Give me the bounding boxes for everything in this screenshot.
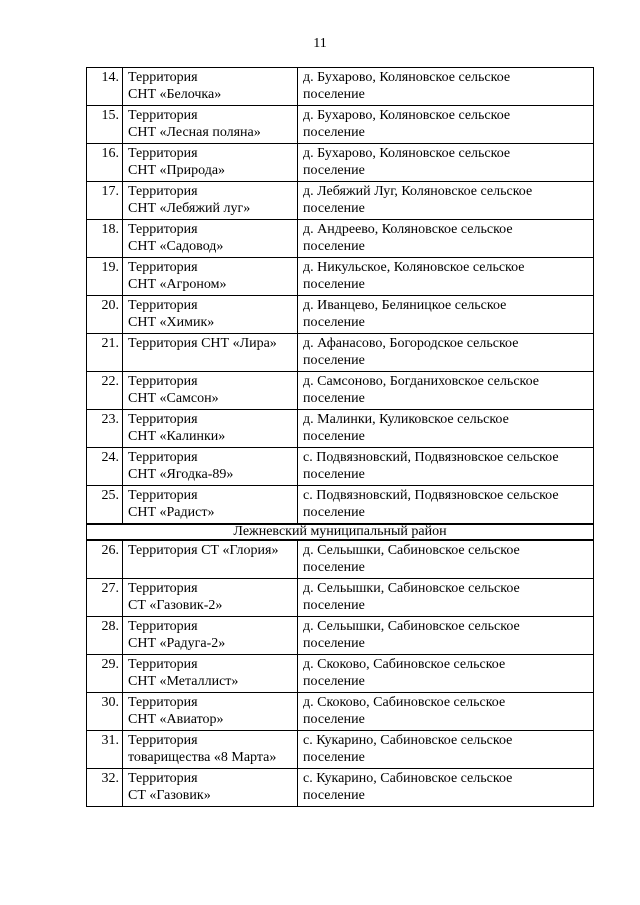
location-line: поселение <box>303 238 365 254</box>
location-line: д. Скоково, Сабиновское сельское <box>303 695 506 710</box>
table-body-before-section <box>87 68 594 525</box>
location-line: д. Афанасово, Богородское сельское <box>303 336 519 351</box>
row-number: 23. <box>87 410 123 448</box>
location-line: с. Подвязновский, Подвязновское сельское <box>303 488 559 503</box>
location-line: д. Бухарово, Коляновское сельское <box>303 70 511 85</box>
table-row <box>87 106 594 144</box>
territory-name-cell <box>123 334 298 372</box>
table-row <box>87 182 594 220</box>
location-line: д. Бухарово, Коляновское сельское <box>303 108 511 123</box>
row-number: 16. <box>87 144 123 182</box>
row-number: 31. <box>87 731 123 769</box>
territory-name-line: СНТ «Ягодка-89» <box>128 466 234 482</box>
territory-name-line: Территория <box>128 184 198 199</box>
table-row <box>87 655 594 693</box>
location-cell <box>298 144 594 182</box>
territory-name-cell <box>123 182 298 220</box>
location-line: д. Самсоново, Богданиховское сельское <box>303 374 540 389</box>
location-cell <box>298 540 594 579</box>
territory-name-cell <box>123 655 298 693</box>
table-row <box>87 579 594 617</box>
table-row <box>87 731 594 769</box>
location-line: д. Сельышки, Сабиновское сельское <box>303 543 520 558</box>
territory-table <box>86 67 594 807</box>
location-line: поселение <box>303 124 365 140</box>
table-row <box>87 617 594 655</box>
territory-name-cell <box>123 448 298 486</box>
territory-name-line: Территория <box>128 450 198 465</box>
territory-name-cell <box>123 769 298 807</box>
territory-name-line: СНТ «Природа» <box>128 162 226 178</box>
location-line: д. Лебяжий Луг, Коляновское сельское <box>303 184 533 199</box>
location-cell <box>298 296 594 334</box>
table-row <box>87 220 594 258</box>
territory-name-cell <box>123 486 298 525</box>
territory-name-cell <box>123 296 298 334</box>
location-line: поселение <box>303 597 365 613</box>
location-cell <box>298 769 594 807</box>
location-line: д. Андреево, Коляновское сельское <box>303 222 513 237</box>
territory-name-line: Территория <box>128 260 198 275</box>
row-number: 21. <box>87 334 123 372</box>
location-line: поселение <box>303 86 365 102</box>
territory-name-line: Территория <box>128 374 198 389</box>
location-line: поселение <box>303 711 365 727</box>
row-number: 15. <box>87 106 123 144</box>
location-cell <box>298 68 594 106</box>
territory-name-line: Территория <box>128 581 198 596</box>
row-number: 22. <box>87 372 123 410</box>
row-number: 29. <box>87 655 123 693</box>
location-cell <box>298 486 594 525</box>
location-cell <box>298 220 594 258</box>
location-cell <box>298 106 594 144</box>
territory-name-cell <box>123 579 298 617</box>
territory-name-line: Территория <box>128 146 198 161</box>
location-line: д. Никульское, Коляновское сельское <box>303 260 525 275</box>
territory-name-cell <box>123 68 298 106</box>
location-line: поселение <box>303 559 365 575</box>
table-row <box>87 372 594 410</box>
table-row <box>87 258 594 296</box>
territory-name-line: СНТ «Лебяжий луг» <box>128 200 251 216</box>
territory-name-line: Территория СТ «Глория» <box>128 543 279 558</box>
territory-name-line: СНТ «Химик» <box>128 314 215 330</box>
territory-name-line: Территория <box>128 298 198 313</box>
location-line: с. Подвязновский, Подвязновское сельское <box>303 450 559 465</box>
location-line: поселение <box>303 504 365 520</box>
territory-name-line: Территория <box>128 619 198 634</box>
table-row <box>87 144 594 182</box>
table-row <box>87 448 594 486</box>
row-number: 20. <box>87 296 123 334</box>
row-number: 19. <box>87 258 123 296</box>
territory-name-line: Территория <box>128 695 198 710</box>
location-line: поселение <box>303 749 365 765</box>
location-line: поселение <box>303 390 365 406</box>
location-line: поселение <box>303 673 365 689</box>
section-row <box>87 524 594 540</box>
row-number: 28. <box>87 617 123 655</box>
territory-name-cell <box>123 693 298 731</box>
location-line: поселение <box>303 352 365 368</box>
location-line: д. Сельышки, Сабиновское сельское <box>303 619 520 634</box>
row-number: 17. <box>87 182 123 220</box>
territory-name-line: СНТ «Металлист» <box>128 673 239 689</box>
location-cell <box>298 448 594 486</box>
location-line: поселение <box>303 787 365 803</box>
row-number: 24. <box>87 448 123 486</box>
row-number: 32. <box>87 769 123 807</box>
location-line: поселение <box>303 428 365 444</box>
location-line: поселение <box>303 314 365 330</box>
territory-name-line: СНТ «Авиатор» <box>128 711 224 727</box>
table-section <box>87 524 594 540</box>
row-number: 18. <box>87 220 123 258</box>
location-line: поселение <box>303 276 365 292</box>
territory-name-line: Территория <box>128 488 198 503</box>
row-number: 14. <box>87 68 123 106</box>
table-row <box>87 334 594 372</box>
territory-name-line: Территория <box>128 771 198 786</box>
territory-name-line: СТ «Газовик-2» <box>128 597 223 613</box>
table-row <box>87 410 594 448</box>
territory-name-line: Территория <box>128 733 198 748</box>
location-cell <box>298 579 594 617</box>
location-line: д. Сельышки, Сабиновское сельское <box>303 581 520 596</box>
row-number: 30. <box>87 693 123 731</box>
page-number: 11 <box>313 36 327 51</box>
territory-name-line: СНТ «Белочка» <box>128 86 222 102</box>
territory-name-line: Территория СНТ «Лира» <box>128 336 277 351</box>
section-title: Лежневский муниципальный район <box>87 524 594 540</box>
location-cell <box>298 731 594 769</box>
territory-name-line: СНТ «Агроном» <box>128 276 227 292</box>
location-line: д. Иванцево, Беляницкое сельское <box>303 298 507 313</box>
location-line: с. Кукарино, Сабиновское сельское <box>303 771 513 786</box>
table-row <box>87 769 594 807</box>
territory-name-line: Территория <box>128 412 198 427</box>
territory-name-cell <box>123 220 298 258</box>
territory-name-line: СНТ «Радуга-2» <box>128 635 226 651</box>
territory-name-line: товарищества «8 Марта» <box>128 749 277 765</box>
location-line: с. Кукарино, Сабиновское сельское <box>303 733 513 748</box>
territory-name-cell <box>123 410 298 448</box>
location-line: д. Бухарово, Коляновское сельское <box>303 146 511 161</box>
location-cell <box>298 372 594 410</box>
territory-name-line: Территория <box>128 108 198 123</box>
location-line: поселение <box>303 200 365 216</box>
territory-name-cell <box>123 144 298 182</box>
row-number: 25. <box>87 486 123 525</box>
location-line: поселение <box>303 635 365 651</box>
table-row <box>87 68 594 106</box>
territory-name-cell <box>123 258 298 296</box>
territory-name-cell <box>123 617 298 655</box>
location-cell <box>298 334 594 372</box>
territory-name-cell <box>123 731 298 769</box>
location-cell <box>298 258 594 296</box>
table-body-after-section <box>87 540 594 807</box>
territory-name-cell <box>123 540 298 579</box>
table-row <box>87 296 594 334</box>
territory-name-cell <box>123 106 298 144</box>
territory-name-line: СНТ «Радист» <box>128 504 215 520</box>
territory-name-line: СНТ «Садовод» <box>128 238 224 254</box>
territory-name-line: СТ «Газовик» <box>128 787 211 803</box>
table-row <box>87 540 594 579</box>
table-row <box>87 693 594 731</box>
territory-name-line: СНТ «Калинки» <box>128 428 226 444</box>
location-cell <box>298 182 594 220</box>
table-row <box>87 486 594 525</box>
row-number: 26. <box>87 540 123 579</box>
location-cell <box>298 617 594 655</box>
territory-name-line: Территория <box>128 657 198 672</box>
territory-name-line: СНТ «Самсон» <box>128 390 219 406</box>
location-cell <box>298 655 594 693</box>
territory-name-line: Территория <box>128 222 198 237</box>
location-cell <box>298 410 594 448</box>
location-line: поселение <box>303 162 365 178</box>
row-number: 27. <box>87 579 123 617</box>
location-line: поселение <box>303 466 365 482</box>
territory-name-cell <box>123 372 298 410</box>
territory-name-line: СНТ «Лесная поляна» <box>128 124 261 140</box>
territory-name-line: Территория <box>128 70 198 85</box>
location-line: д. Малинки, Куликовское сельское <box>303 412 509 427</box>
location-line: д. Скоково, Сабиновское сельское <box>303 657 506 672</box>
location-cell <box>298 693 594 731</box>
